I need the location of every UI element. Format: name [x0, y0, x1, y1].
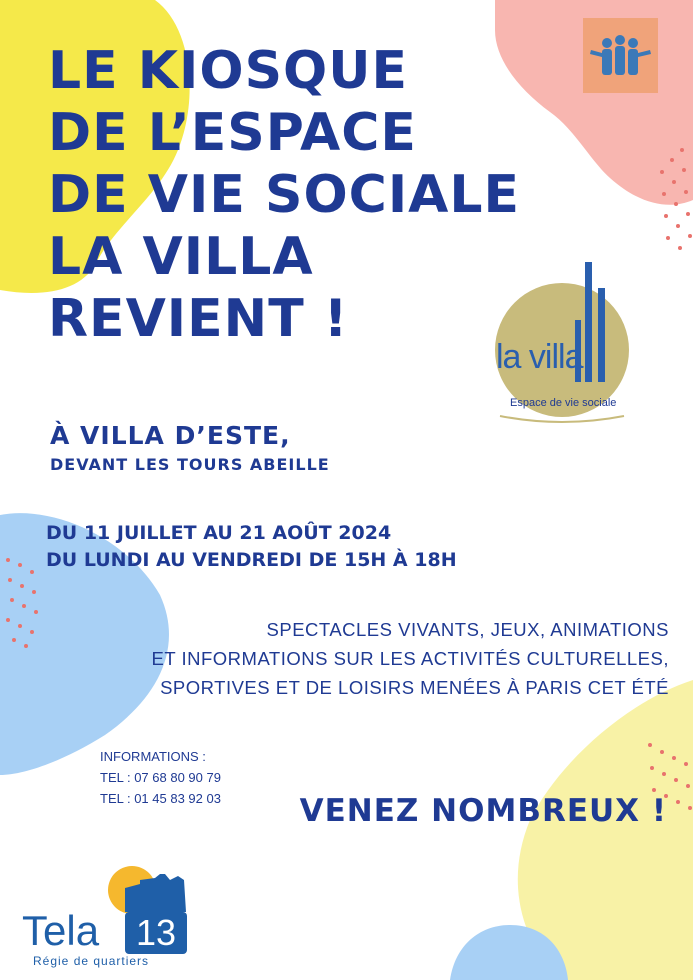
tela-logo-tagline: Régie de quartiers	[33, 954, 150, 968]
description-line-2: ET INFORMATIONS SUR LES ACTIVITÉS CULTURELLES,	[151, 648, 669, 669]
tela-logo-number-box	[125, 912, 187, 954]
people-group-icon	[583, 18, 658, 93]
title-line-3: DE VIE SOCIALE	[48, 165, 521, 225]
villa-logo-tagline: Espace de vie sociale	[510, 397, 617, 409]
title-line-5: REVIENT !	[48, 289, 349, 349]
people-logo	[583, 18, 658, 93]
description-line-3: SPORTIVES ET DE LOISIRS MENÉES À PARIS CET ÉTÉ	[160, 677, 669, 698]
poster-title	[48, 40, 520, 350]
title-line-2: DE L’ESPACE	[48, 103, 417, 163]
location-line-2: DEVANT LES TOURS ABEILLE	[50, 455, 330, 474]
pale-yellow-blob	[518, 680, 693, 980]
description-block	[152, 615, 669, 702]
info-tel-1: TEL : 07 68 80 90 79	[100, 770, 221, 785]
location-line-1: À VILLA D’ESTE,	[50, 421, 291, 450]
dates-line-1: DU 11 JUILLET AU 21 AOÛT 2024	[46, 522, 392, 544]
tela-logo-name: Tela	[22, 907, 100, 954]
title-line-1: LE KIOSQUE	[48, 41, 409, 101]
call-to-action: VENEZ NOMBREUX !	[299, 793, 667, 829]
info-block	[100, 746, 221, 809]
tela-logo-number: 13	[135, 912, 177, 953]
dates-line-2: DU LUNDI AU VENDREDI DE 15H À 18H	[46, 549, 457, 571]
description-line-1: SPECTACLES VIVANTS, JEUX, ANIMATIONS	[266, 619, 669, 640]
info-tel-2: TEL : 01 45 83 92 03	[100, 791, 221, 806]
dates-block	[46, 520, 457, 574]
info-heading: INFORMATIONS :	[100, 749, 206, 764]
title-line-4: LA VILLA	[48, 227, 314, 287]
villa-logo-name: la villa	[496, 338, 583, 376]
